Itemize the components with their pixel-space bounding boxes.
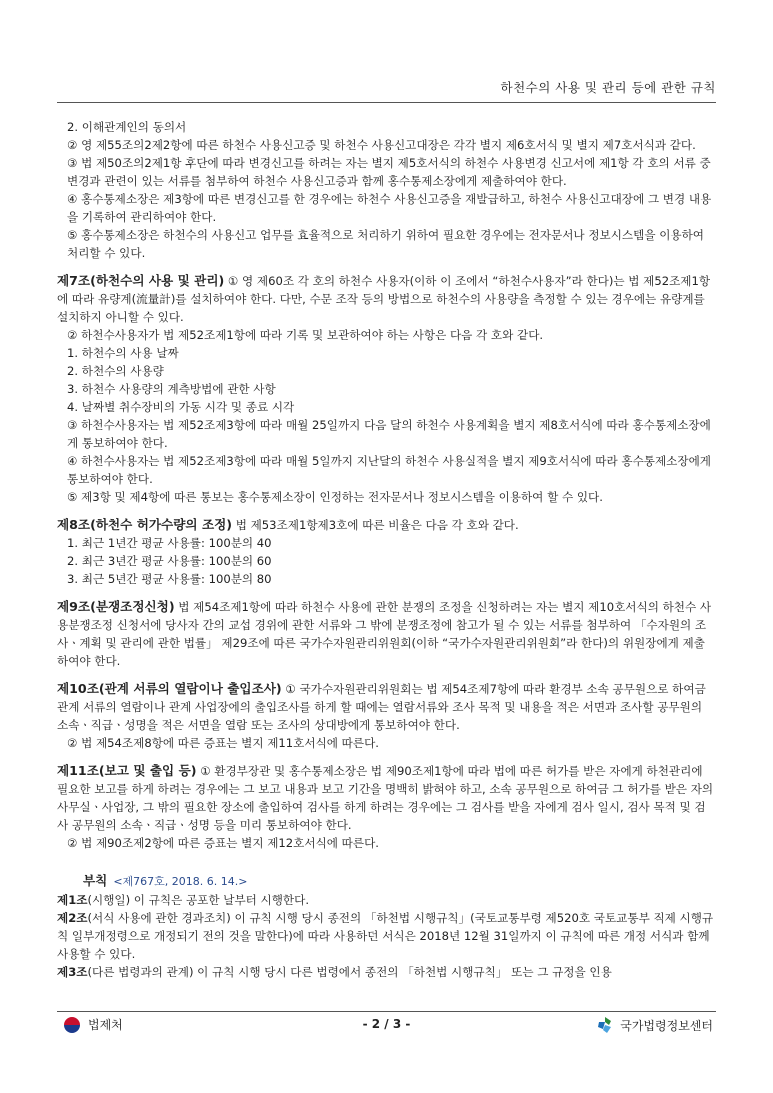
article-9: [57, 598, 716, 670]
amendment-note: <제767호, 2018. 6. 14.>: [113, 875, 248, 888]
paragraph: ⑤ 홍수통제소장은 하천수의 사용신고 업무를 효율적으로 처리하기 위하여 필요한 경우에는 전자문서나 정보시스템을 이용하여 처리할 수 있다.: [67, 228, 704, 260]
paragraph: ⑤ 제3항 및 제4항에 따른 통보는 홍수통제소장이 인정하는 전자문서나 정보시스템을 이용하여 할 수 있다.: [67, 490, 603, 504]
article-heading: 제11조(보고 및 출입 등): [57, 763, 197, 778]
list-item: 3. 최근 5년간 평균 사용률: 100분의 80: [67, 572, 272, 586]
list-item: 2. 하천수의 사용량: [67, 364, 164, 378]
supplement-title: 부칙: [83, 873, 108, 888]
article-heading: 제8조(하천수 허가수량의 조정): [57, 517, 233, 532]
article-8: [57, 516, 716, 534]
footer-divider: [57, 1011, 716, 1012]
paragraph: ② 법 제90조제2항에 따른 증표는 별지 제12호서식에 따른다.: [67, 836, 379, 850]
article-heading: 제1조: [57, 893, 88, 907]
article-text: 법 제53조제1항제3호에 따른 비율은 다음 각 호와 같다.: [232, 518, 519, 532]
paragraph: ④ 하천수사용자는 법 제52조제3항에 따라 매월 5일까지 지난달의 하천수 사용실적을 별지 제9호서식에 따라 홍수통제소장에게 통보하여야 한다.: [67, 454, 711, 486]
article-7: [57, 272, 716, 326]
list-item: 3. 하천수 사용량의 계측방법에 관한 사항: [67, 382, 276, 396]
list-item: 1. 하천수의 사용 날짜: [67, 346, 179, 360]
paragraph: ③ 하천수사용자는 법 제52조제3항에 따라 매월 25일까지 다음 달의 하천수 사용계획을 별지 제8호서식에 따라 홍수통제소장에게 통보하여야 한다.: [67, 418, 711, 450]
list-item: 4. 날짜별 취수장비의 가동 시각 및 종료 시각: [67, 400, 295, 414]
paragraph: ③ 법 제50조의2제1항 후단에 따라 변경신고를 하려는 자는 별지 제5호서식의 하천수 사용변경 신고서에 제1항 각 호의 서류 중 변경과 관련이 있는 서류를 첨부하여 하천수 사용신고증과 함께 홍수통제소장에게 제출하여야 한다.: [67, 156, 711, 188]
list-item: 1. 최근 1년간 평균 사용률: 100분의 40: [67, 536, 272, 550]
supplement-article-1: [57, 891, 716, 909]
article-text: ① 환경부장관 및 홍수통제소장은 법 제90조제1항에 따라 법에 따른 허가를 받은 자에게 하천관리에 필요한 보고를 하게 하려는 경우에는 그 보고 내용과 보고 기간을 명백히 밝혀야 하고, 소속 공무원으로 하여금 그 허가를 받은 자의 사무실ㆍ사업장, 그 밖의 필요한 장소에 출입하여 검사를 하게 하려는 경우에는 그 검사를 받을 자에게 검사 일시, 검사 목적 및 검사 공무원의 소속ㆍ직급ㆍ성명 등을 미리 통보하여야 한다.: [57, 764, 714, 832]
article-text: ① 국가수자원관리위원회는 법 제54조제7항에 따라 환경부 소속 공무원으로 하여금 관계 서류의 열람이나 관계 사업장에의 출입조사를 하게 할 때에는 열람서류와 조사 목적 및 내용을 적은 서면과 조사할 공무원의 소속ㆍ직급ㆍ성명을 적은 서면을 열람 또는 조사의 상대방에게 통보하여야 한다.: [57, 682, 706, 732]
paragraph: ② 법 제54조제8항에 따른 증표는 별지 제11호서식에 따른다.: [67, 736, 379, 750]
article-11: [57, 762, 716, 834]
supplement-article-2: [57, 909, 716, 963]
article-heading: 제10조(관계 서류의 열람이나 출입조사): [57, 681, 282, 696]
paragraph: ② 영 제55조의2제2항에 따른 하천수 사용신고증 및 하천수 사용신고대장은 각각 별지 제6호서식 및 별지 제7호서식과 같다.: [67, 138, 696, 152]
article-text: (다른 법령과의 관계) 이 규칙 시행 당시 다른 법령에서 종전의 「하천법 시행규칙」 또는 그 규정을 인용: [87, 965, 612, 979]
list-item: 2. 최근 3년간 평균 사용률: 100분의 60: [67, 554, 272, 568]
footer-right: [596, 1016, 713, 1034]
document-header-title: 하천수의 사용 및 관리 등에 관한 규칙: [500, 80, 716, 95]
header-divider: [57, 102, 716, 103]
footer-agency: 법제처: [88, 1018, 123, 1032]
law-center-logo-icon: [596, 1016, 614, 1034]
paragraph: 2. 이해관계인의 동의서: [67, 120, 187, 134]
article-heading: 제7조(하천수의 사용 및 관리): [57, 273, 225, 288]
article-text: (시행일) 이 규칙은 공포한 날부터 시행한다.: [87, 893, 310, 907]
article-text: (서식 사용에 관한 경과조치) 이 규칙 시행 당시 종전의 「하천법 시행규칙」(국토교통부령 제520호 국토교통부 직제 시행규칙 일부개정령으로 개정되기 전의 것을 말한다)에 따라 사용하던 서식은 2018년 12월 31일까지 이 규칙에 따른 개정 서식과 함께 사용할 수 있다.: [57, 911, 714, 961]
article-heading: 제9조(분쟁조정신청): [57, 599, 175, 614]
page-number: - 2 / 3 -: [362, 1017, 411, 1031]
article-text: 법 제54조제1항에 따라 하천수 사용에 관한 분쟁의 조정을 신청하려는 자는 별지 제10호서식의 하천수 사용분쟁조정 신청서에 당사자 간의 교섭 경위에 관한 서류와 그 밖에 분쟁조정에 참고가 될 수 있는 서류를 첨부하여 「수자원의 조사ㆍ계획 및 관리에 관한 법률」 제29조에 따른 국가수자원관리위원회(이하 “국가수자원관리위원회”라 한다)의 위원장에게 제출하여야 한다.: [57, 600, 712, 668]
article-text: ① 영 제60조 각 호의 하천수 사용자(이하 이 조에서 “하천수사용자”라 한다)는 법 제52조제1항에 따라 유량계(流量計)를 설치하여야 한다. 다만, 수문 조작 등의 방법으로 하천수의 사용량을 측정할 수 있는 경우에는 유량계를 설치하지 아니할 수 있다.: [57, 274, 711, 324]
article-10: [57, 680, 716, 734]
article-heading: 제3조: [57, 965, 88, 979]
supplement-heading: [57, 872, 716, 891]
article-heading: 제2조: [57, 911, 88, 925]
footer-site: 국가법령정보센터: [620, 1018, 713, 1033]
paragraph: ② 하천수사용자가 법 제52조제1항에 따라 기록 및 보관하여야 하는 사항은 다음 각 호와 같다.: [67, 328, 544, 342]
supplement-article-3: [57, 963, 716, 981]
document-body: [57, 118, 716, 981]
paragraph: ④ 홍수통제소장은 제3항에 따른 변경신고를 한 경우에는 하천수 사용신고증을 재발급하고, 하천수 사용신고대장에 그 변경 내용을 기록하여 관리하여야 한다.: [67, 192, 712, 224]
